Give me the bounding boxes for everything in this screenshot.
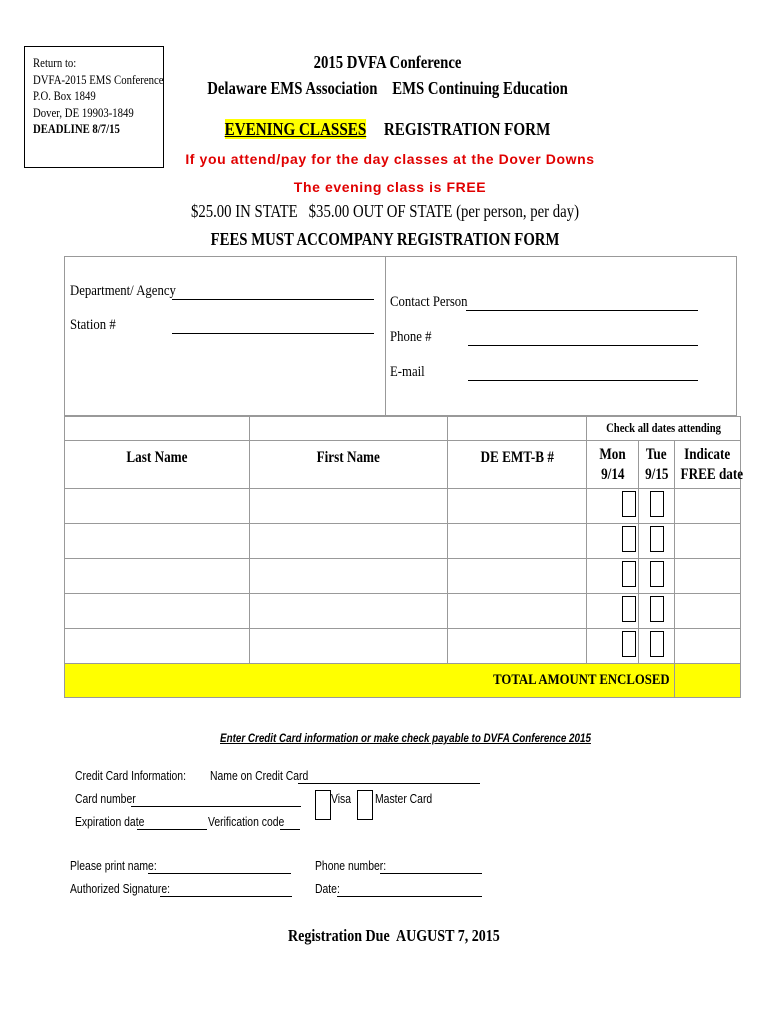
- indicate-free-header: Indicate FREE date: [675, 441, 741, 489]
- fees-must-accompany: FEES MUST ACCOMPANY REGISTRATION FORM: [210, 229, 560, 249]
- conference-title: 2015 DVFA Conference: [313, 52, 462, 72]
- print-name-field[interactable]: [148, 873, 291, 874]
- visa-label: Visa: [331, 791, 352, 806]
- check-dates-row: [65, 417, 741, 441]
- evening-classes-highlight: EVENING CLASSES: [224, 119, 367, 139]
- tue-checkbox[interactable]: [650, 631, 664, 657]
- last-name-header: Last Name: [65, 441, 250, 489]
- total-amount-label: TOTAL AMOUNT ENCLOSED: [65, 664, 675, 698]
- emt-cell[interactable]: [448, 524, 587, 559]
- first-name-cell[interactable]: [250, 629, 448, 664]
- expiration-field[interactable]: [137, 829, 207, 830]
- association-subtitle: Delaware EMS Association EMS Continuing Education: [207, 78, 568, 98]
- total-row: [65, 664, 741, 698]
- visa-checkbox[interactable]: [315, 790, 331, 820]
- print-name-label: Please print name:: [70, 858, 157, 873]
- tue-checkbox[interactable]: [650, 526, 664, 552]
- deadline-text: DEADLINE 8/7/15: [33, 122, 120, 136]
- phone-field[interactable]: [468, 345, 698, 346]
- free-date-cell[interactable]: [675, 524, 741, 559]
- tue-checkbox[interactable]: [650, 596, 664, 622]
- free-date-cell[interactable]: [675, 629, 741, 664]
- expiration-label: Expiration date: [75, 814, 145, 829]
- card-number-label: Card number: [75, 791, 136, 806]
- tue-header: Tue 9/15: [639, 441, 675, 489]
- first-name-cell[interactable]: [250, 489, 448, 524]
- name-on-card-label: Name on Credit Card: [210, 768, 309, 783]
- table-row: [65, 524, 741, 559]
- day-classes-note: If you attend/pay for the day classes at the Dover Downs: [185, 151, 595, 167]
- table-row: [65, 489, 741, 524]
- registration-due-label: Registration Due: [288, 926, 390, 945]
- mon-checkbox[interactable]: [622, 491, 636, 517]
- phone-number-label: Phone number:: [315, 858, 387, 873]
- phone-label: Phone #: [390, 329, 432, 345]
- department-label: Department/ Agency: [70, 283, 176, 299]
- mon-header: Mon 9/14: [587, 441, 639, 489]
- mon-checkbox[interactable]: [622, 561, 636, 587]
- emt-cell[interactable]: [448, 489, 587, 524]
- contact-person-label: Contact Person: [390, 294, 468, 310]
- form-title: [213, 119, 562, 140]
- mastercard-label: Master Card: [375, 791, 433, 806]
- table-row: [65, 559, 741, 594]
- tue-cell: [639, 559, 675, 594]
- registration-table: [64, 416, 744, 698]
- last-name-cell[interactable]: [65, 559, 250, 594]
- free-date-cell[interactable]: [675, 559, 741, 594]
- fee-line: $25.00 IN STATE $35.00 OUT OF STATE (per person, per day): [190, 201, 580, 221]
- return-to-label: Return to:: [33, 56, 77, 70]
- return-org: DVFA-2015 EMS Conference: [33, 72, 164, 87]
- tue-cell: [639, 524, 675, 559]
- tue-checkbox[interactable]: [650, 561, 664, 587]
- signature-label: Authorized Signature:: [70, 881, 171, 896]
- emt-cell[interactable]: [448, 559, 587, 594]
- date-label: Date:: [315, 881, 340, 896]
- emt-cell[interactable]: [448, 629, 587, 664]
- emt-number-header: DE EMT-B #: [448, 441, 587, 489]
- mon-cell: [587, 629, 639, 664]
- cc-info-label: Credit Card Information:: [75, 768, 186, 783]
- payment-instructions: Enter Credit Card information or make check payable to DVFA Conference 2015: [220, 731, 591, 745]
- first-name-header: First Name: [250, 441, 448, 489]
- mon-cell: [587, 489, 639, 524]
- mon-cell: [587, 524, 639, 559]
- table-cell: [65, 417, 250, 441]
- table-cell: [250, 417, 448, 441]
- mon-checkbox[interactable]: [622, 631, 636, 657]
- table-row: [65, 594, 741, 629]
- first-name-cell[interactable]: [250, 594, 448, 629]
- last-name-cell[interactable]: [65, 489, 250, 524]
- evening-free-note: The evening class is FREE: [293, 179, 487, 195]
- tue-checkbox[interactable]: [650, 491, 664, 517]
- phone-number-field[interactable]: [380, 873, 482, 874]
- tue-cell: [639, 594, 675, 629]
- free-date-cell[interactable]: [675, 489, 741, 524]
- table-cell: [448, 417, 587, 441]
- name-on-card-field[interactable]: [298, 783, 480, 784]
- last-name-cell[interactable]: [65, 594, 250, 629]
- first-name-cell[interactable]: [250, 524, 448, 559]
- total-amount-field[interactable]: [675, 664, 741, 698]
- last-name-cell[interactable]: [65, 629, 250, 664]
- email-field[interactable]: [468, 380, 698, 381]
- department-field[interactable]: [172, 299, 374, 300]
- tue-cell: [639, 629, 675, 664]
- mastercard-checkbox[interactable]: [357, 790, 373, 820]
- tue-cell: [639, 489, 675, 524]
- mon-cell: [587, 559, 639, 594]
- free-date-cell[interactable]: [675, 594, 741, 629]
- mon-checkbox[interactable]: [622, 526, 636, 552]
- registration-form-label: REGISTRATION FORM: [383, 119, 551, 139]
- table-header-row: [65, 441, 741, 489]
- mon-cell: [587, 594, 639, 629]
- last-name-cell[interactable]: [65, 524, 250, 559]
- verification-field[interactable]: [280, 829, 300, 830]
- email-label: E-mail: [390, 364, 425, 380]
- registration-due-date: AUGUST 7, 2015: [396, 926, 500, 945]
- contact-person-field[interactable]: [466, 310, 698, 311]
- check-all-dates-header: Check all dates attending: [587, 417, 741, 441]
- station-field[interactable]: [172, 333, 374, 334]
- info-box-divider: [385, 256, 386, 416]
- first-name-cell[interactable]: [250, 559, 448, 594]
- emt-cell[interactable]: [448, 594, 587, 629]
- date-field[interactable]: [337, 896, 482, 897]
- mon-checkbox[interactable]: [622, 596, 636, 622]
- signature-field[interactable]: [160, 896, 292, 897]
- verification-label: Verification code: [208, 814, 285, 829]
- return-city: Dover, DE 19903-1849: [33, 105, 134, 120]
- return-po-box: P.O. Box 1849: [33, 89, 96, 103]
- return-address-box: [24, 46, 164, 168]
- table-row: [65, 629, 741, 664]
- card-number-field[interactable]: [131, 806, 301, 807]
- station-label: Station #: [70, 317, 116, 333]
